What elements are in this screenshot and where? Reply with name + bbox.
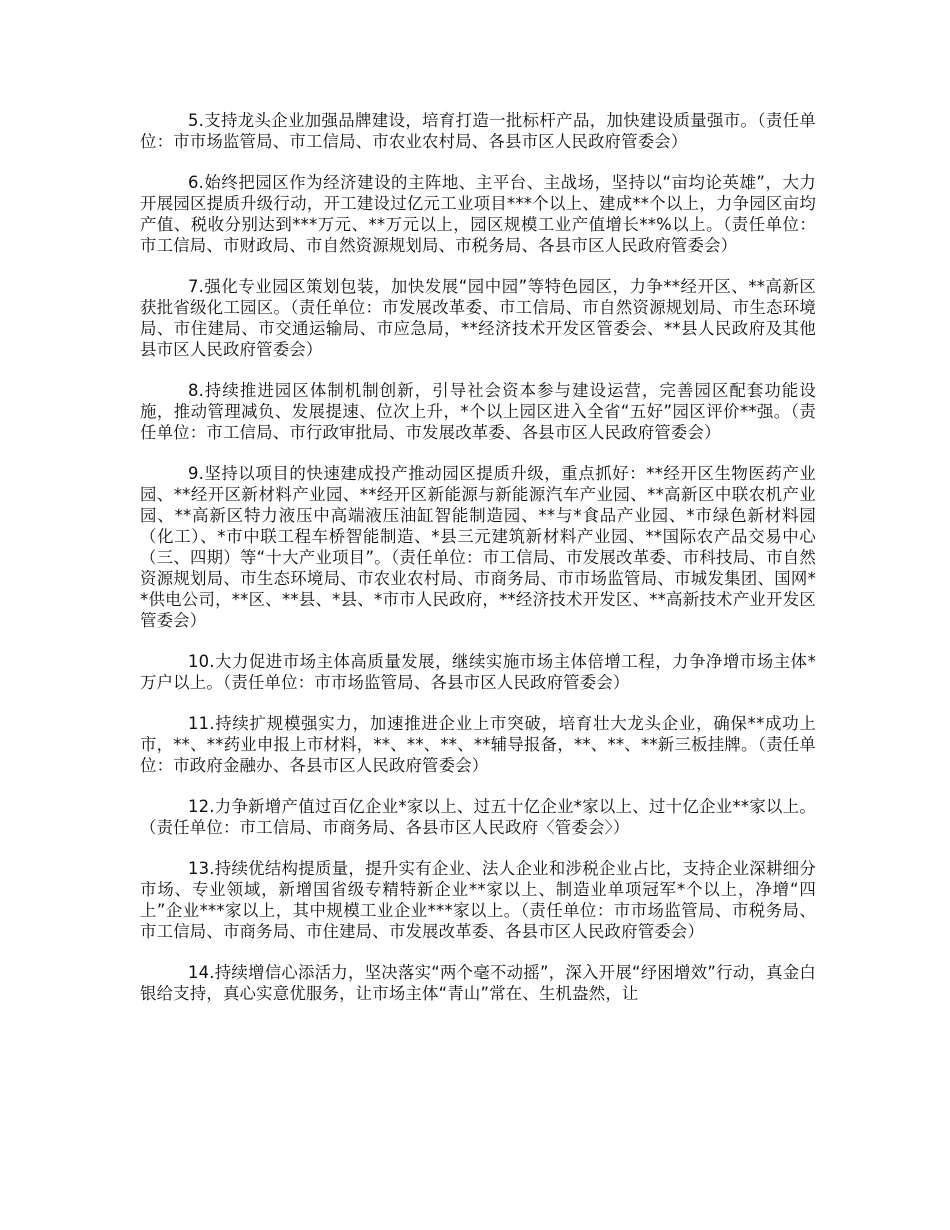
- paragraph-11: 11.持续扩规模强实力，加速推进企业上市突破，培育壮大龙头企业，确保**成功上市，**、**药业申报上市材料，**、**、**、**辅导报备，**、**、**新三板挂牌。（责任单位：市政府金融办、各县市区人民政府管委会）: [140, 714, 816, 775]
- paragraph-6: 6.始终把园区作为经济建设的主阵地、主平台、主战场，坚持以“亩均论英雄”，大力开展园区提质升级行动，开工建设过亿元工业项目***个以上、建成**个以上，力争园区亩均产值、税收分别达到***万元、**万元以上，园区规模工业产值增长**%以上。（责任单位：市工信局、市财政局、市自然资源规划局、市税务局、各县市区人民政府管委会）: [140, 173, 816, 255]
- paragraph-13: 13.持续优结构提质量，提升实有企业、法人企业和涉税企业占比，支持企业深耕细分市场、专业领域，新增国省级专精特新企业**家以上、制造业单项冠军*个以上，净增“四上”企业***家以上，其中规模工业企业***家以上。（责任单位：市市场监管局、市税务局、市工信局、市商务局、市住建局、市发展改革委、各县市区人民政府管委会）: [140, 859, 816, 941]
- paragraph-7: 7.强化专业园区策划包装，加快发展“园中园”等特色园区，力争**经开区、**高新区获批省级化工园区。（责任单位：市发展改革委、市工信局、市自然资源规划局、市生态环境局、市住建局、市交通运输局、市应急局，**经济技术开发区管委会、**县人民政府及其他县市区人民政府管委会）: [140, 277, 816, 359]
- paragraph-5: 5.支持龙头企业加强品牌建设，培育打造一批标杆产品，加快建设质量强市。（责任单位：市市场监管局、市工信局、市农业农村局、各县市区人民政府管委会）: [140, 111, 816, 151]
- paragraph-9: 9.坚持以项目的快速建成投产推动园区提质升级，重点抓好：**经开区生物医药产业园、**经开区新材料产业园、**经开区新能源与新能源汽车产业园、**高新区中联农机产业园、**高新区特力液压中高端液压油缸智能制造园、**与*食品产业园、*市绿色新材料园（化工）、*市中联工程车桥智能制造、*县三元建筑新材料产业园、**国际农产品交易中心（三、四期）等“十大产业项目”。（责任单位：市工信局、市发展改革委、市科技局、市自然资源规划局、市生态环境局、市农业农村局、市商务局、市市场监管局、市城发集团、国网**供电公司，**区、**县、*县、*市市人民政府，**经济技术开发区、**高新技术产业开发区管委会）: [140, 464, 816, 630]
- paragraph-8: 8.持续推进园区体制机制创新，引导社会资本参与建设运营，完善园区配套功能设施，推动管理减负、发展提速、位次上升，*个以上园区进入全省“五好”园区评价**强。（责任单位：市工信局、市行政审批局、市发展改革委、各县市区人民政府管委会）: [140, 381, 816, 442]
- paragraph-12: 12.力争新增产值过百亿企业*家以上、过五十亿企业*家以上、过十亿企业**家以上。（责任单位：市工信局、市商务局、各县市区人民政府〈管委会〉）: [140, 797, 816, 837]
- paragraph-14: 14.持续增信心添活力，坚决落实“两个毫不动摇”，深入开展“纾困增效”行动，真金白银给支持，真心实意优服务，让市场主体“青山”常在、生机盎然，让: [140, 963, 816, 1003]
- document-body: [140, 110, 816, 1024]
- paragraph-10: 10.大力促进市场主体高质量发展，继续实施市场主体倍增工程，力争净增市场主体*万户以上。（责任单位：市市场监管局、各县市区人民政府管委会）: [140, 652, 816, 692]
